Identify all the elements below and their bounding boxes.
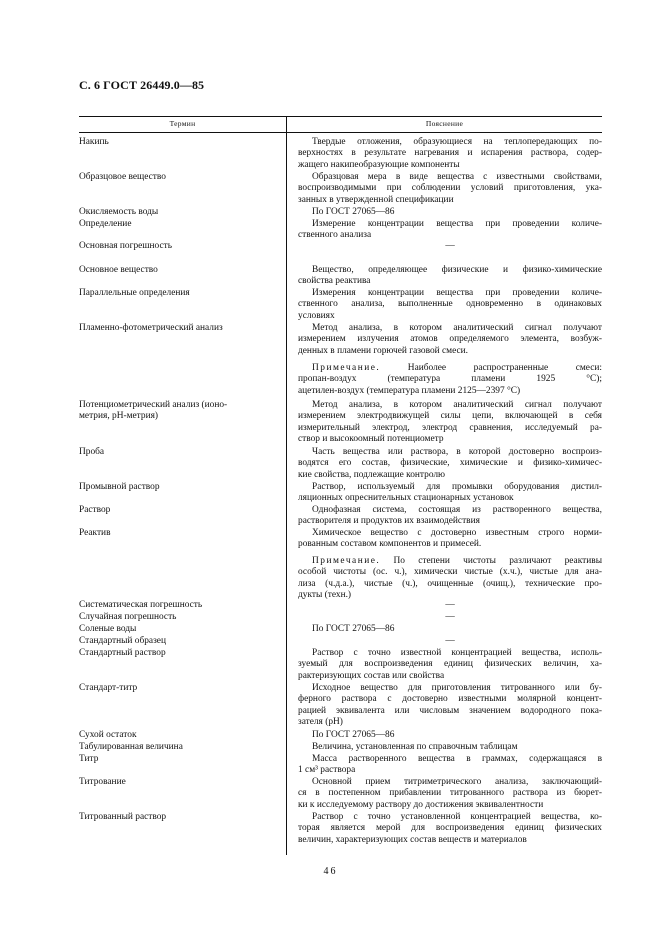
explanation-text: Раствор с точно установленной концентрацией вещества, ко- bbox=[312, 812, 602, 822]
explanation-cell bbox=[298, 754, 602, 777]
explanation-cell bbox=[298, 323, 602, 357]
term-cell bbox=[79, 683, 275, 694]
term-text: Табулированная величина bbox=[79, 742, 183, 752]
explanation-text: лиза (ч.д.а.), чистые (ч.), очищенные (очищ.), технические про- bbox=[298, 578, 602, 589]
explanation-cell bbox=[298, 742, 602, 753]
terms-table bbox=[79, 116, 602, 855]
explanation-text: ся в постепенном прибавлении титрованного раствора из бюрет- bbox=[298, 788, 602, 799]
explanation-text: зателя (рН) bbox=[298, 717, 343, 728]
explanation-cell bbox=[298, 265, 602, 288]
explanation-text: свойства реактива bbox=[298, 276, 371, 287]
term-cell bbox=[79, 505, 275, 516]
explanation-cell bbox=[298, 207, 602, 218]
term-text: Раствор bbox=[79, 505, 111, 515]
term-cell bbox=[79, 812, 275, 823]
explanation-cell bbox=[298, 400, 602, 446]
term-text: метрия, рН-метрия) bbox=[79, 411, 159, 422]
explanation-text: воспроизводимыми при соблюдении условий приготовления, ука- bbox=[298, 183, 602, 194]
term-cell bbox=[79, 612, 275, 623]
term-text: Накипь bbox=[79, 137, 109, 147]
explanation-cell bbox=[298, 648, 602, 682]
explanation-text: рацией эквивалента или числовым значением водородного пока- bbox=[298, 705, 602, 716]
term-text: Титр bbox=[79, 754, 99, 764]
table-column-divider bbox=[286, 116, 287, 855]
explanation-text: ки к исследуемому раствору до достижения эквивалентности bbox=[298, 799, 544, 810]
term-text: Титрованный раствор bbox=[79, 812, 167, 822]
term-cell bbox=[79, 207, 275, 218]
explanation-text: кие свойства, подлежащие контролю bbox=[298, 469, 446, 480]
term-cell bbox=[79, 172, 275, 183]
explanation-text: — bbox=[445, 612, 455, 622]
explanation-cell bbox=[298, 137, 602, 171]
explanation-text: верхностях в результате нагревания и испарения раствора, содер- bbox=[298, 148, 602, 159]
explanation-text: денных в пламени горючей газовой смеси. bbox=[298, 345, 469, 356]
term-text: Соленые воды bbox=[79, 624, 137, 634]
term-cell bbox=[79, 730, 275, 741]
explanation-text: створ и высокоомный потенциометр bbox=[298, 434, 444, 445]
explanation-cell bbox=[298, 505, 602, 528]
explanation-text: Раствор, используемый для промывки оборудования дистил- bbox=[312, 482, 602, 492]
term-cell bbox=[79, 528, 275, 539]
explanation-text: рованным составом компонентов и примесей. bbox=[298, 539, 482, 550]
term-cell bbox=[79, 447, 275, 458]
explanation-text: растворителя и продуктов их взаимодействия bbox=[298, 516, 480, 527]
explanation-text: особой чистоты (ос. ч.), химически чистые (х.ч.), чистые для ана- bbox=[298, 567, 602, 578]
term-text: Основная погрешность bbox=[79, 241, 172, 251]
term-cell bbox=[79, 323, 275, 334]
explanation-cell bbox=[298, 777, 602, 811]
term-cell bbox=[79, 137, 275, 148]
term-cell bbox=[79, 648, 275, 659]
explanation-text: Часть вещества или раствора, в которой достоверно воспроиз- bbox=[312, 447, 602, 457]
term-cell bbox=[79, 624, 275, 635]
term-text: Случайная погрешность bbox=[79, 612, 177, 622]
term-cell bbox=[79, 754, 275, 765]
explanation-text: По ГОСТ 27065—86 bbox=[312, 624, 395, 634]
explanation-text: Метод анализа, в котором аналитический сигнал получают bbox=[312, 400, 602, 410]
explanation-cell bbox=[298, 288, 602, 322]
explanation-text: — bbox=[445, 636, 455, 646]
explanation-cell bbox=[298, 528, 602, 551]
term-text: Окисляемость воды bbox=[79, 207, 159, 217]
explanation-text: Раствор с точно известной концентрацией вещества, исполь- bbox=[312, 648, 602, 658]
explanation-text: Примечание. Наиболее распространенные смеси: bbox=[312, 363, 602, 373]
explanation-cell bbox=[298, 812, 602, 846]
explanation-text: ферного раствора с достоверно известными молярной концент- bbox=[298, 694, 602, 705]
term-cell bbox=[79, 241, 275, 252]
explanation-cell bbox=[298, 363, 602, 397]
term-text: Основное вещество bbox=[79, 265, 158, 275]
term-cell bbox=[79, 288, 275, 299]
explanation-text: По ГОСТ 27065—86 bbox=[312, 730, 395, 740]
explanation-cell bbox=[298, 612, 602, 623]
explanation-text: 1 см³ раствора bbox=[298, 765, 356, 776]
explanation-text: величин, характеризующих состав веществ и материалов bbox=[298, 834, 527, 845]
term-text: Пламенно-фотометрический анализ bbox=[79, 323, 223, 333]
explanation-text: жащего накипеобразующие компоненты bbox=[298, 159, 460, 170]
explanation-text: ляционных опреснительных стационарных установок bbox=[298, 493, 514, 504]
explanation-text: Вещество, определяющее физические и физико-химические bbox=[312, 265, 602, 275]
explanation-text: водятся его состав, физические, химические и физико-химичес- bbox=[298, 458, 602, 469]
explanation-text: пропан-воздух (температура пламени 1925 °С); bbox=[298, 374, 602, 385]
explanation-text: Метод анализа, в котором аналитический сигнал получают bbox=[312, 323, 602, 333]
term-text: Реактив bbox=[79, 528, 111, 538]
term-cell bbox=[79, 636, 275, 647]
term-text: Потенциометрический анализ (ионо- bbox=[79, 400, 228, 410]
explanation-text: Твердые отложения, образующиеся на теплопередающих по- bbox=[312, 137, 602, 147]
term-cell bbox=[79, 265, 275, 276]
table-header-rule bbox=[79, 132, 602, 133]
explanation-text: Основной прием титриметрического анализа, заключающий- bbox=[312, 777, 602, 787]
explanation-cell bbox=[298, 556, 602, 602]
explanation-text: Химическое вещество с достоверно известным строго норми- bbox=[312, 528, 602, 538]
term-text: Определение bbox=[79, 219, 132, 229]
explanation-text: измерением излучения атомов определяемого элемента, возбуж- bbox=[298, 334, 602, 345]
explanation-cell bbox=[298, 482, 602, 505]
explanation-cell bbox=[298, 636, 602, 647]
explanation-text: Измерение концентрации вещества при проведении количе- bbox=[312, 219, 602, 229]
explanation-text: Примечание. По степени чистоты различают реактивы bbox=[312, 556, 602, 566]
explanation-cell bbox=[298, 600, 602, 611]
column-header-term: Термин bbox=[169, 119, 196, 128]
explanation-cell bbox=[298, 730, 602, 741]
term-cell bbox=[79, 600, 275, 611]
explanation-text: Однофазная система, состоящая из растворенного вещества, bbox=[312, 505, 602, 515]
term-text: Промывной раствор bbox=[79, 482, 160, 492]
explanation-cell bbox=[298, 624, 602, 635]
explanation-text: измерительный электрод, электрод сравнения, исследуемый ра- bbox=[298, 422, 602, 433]
explanation-text: торая является мерой для воспроизведения единиц физических bbox=[298, 823, 602, 834]
explanation-cell bbox=[298, 241, 602, 252]
term-text: Параллельные определения bbox=[79, 288, 190, 298]
explanation-cell bbox=[298, 172, 602, 206]
column-header-explanation: Пояснение bbox=[425, 119, 464, 128]
explanation-text: Измерения концентрации вещества при проведении количе- bbox=[312, 288, 602, 298]
term-text: Стандартный раствор bbox=[79, 648, 166, 658]
term-cell bbox=[79, 219, 275, 230]
term-cell bbox=[79, 400, 275, 423]
explanation-cell bbox=[298, 219, 602, 242]
term-cell bbox=[79, 777, 275, 788]
explanation-cell bbox=[298, 447, 602, 481]
explanation-text: дукты (техн.) bbox=[298, 590, 352, 601]
explanation-text: ственного анализа, выполненные одновременно в одинаковых bbox=[298, 299, 602, 310]
term-text: Стандартный образец bbox=[79, 636, 166, 646]
term-text: Систематическая погрешность bbox=[79, 600, 203, 610]
explanation-text: зуемый для воспроизведения единиц физических величин, ха- bbox=[298, 659, 602, 670]
explanation-text: ственного анализа bbox=[298, 230, 372, 241]
explanation-text: По ГОСТ 27065—86 bbox=[312, 207, 395, 217]
explanation-text: Образцовая мера в виде вещества с известными свойствами, bbox=[312, 172, 602, 182]
explanation-text: рактеризующих состав или свойства bbox=[298, 670, 445, 681]
term-text: Титрование bbox=[79, 777, 126, 787]
explanation-text: условиях bbox=[298, 310, 335, 321]
explanation-text: Исходное вещество для приготовления титрованного или бу- bbox=[312, 683, 602, 693]
page-header: С. 6 ГОСТ 26449.0—85 bbox=[79, 78, 205, 92]
explanation-text: — bbox=[445, 600, 455, 610]
explanation-text: измерением электродвижущей силы цепи, включающей в себя bbox=[298, 411, 602, 422]
term-cell bbox=[79, 742, 275, 753]
term-text: Проба bbox=[79, 447, 105, 457]
term-cell bbox=[79, 482, 275, 493]
explanation-text: занных в утвержденной спецификации bbox=[298, 194, 454, 205]
table-top-rule bbox=[79, 116, 602, 117]
explanation-cell bbox=[298, 683, 602, 729]
term-text: Сухой остаток bbox=[79, 730, 137, 740]
explanation-text: Величина, установленная по справочным таблицам bbox=[312, 742, 518, 752]
term-text: Образцовое вещество bbox=[79, 172, 166, 182]
explanation-text: Масса растворенного вещества в граммах, содержащаяся в bbox=[312, 754, 602, 764]
term-text: Стандарт-титр bbox=[79, 683, 138, 693]
explanation-text: ацетилен-воздух (температура пламени 2125—2397 °С) bbox=[298, 385, 521, 396]
explanation-text: — bbox=[445, 241, 455, 251]
page-number: 46 bbox=[323, 866, 338, 877]
